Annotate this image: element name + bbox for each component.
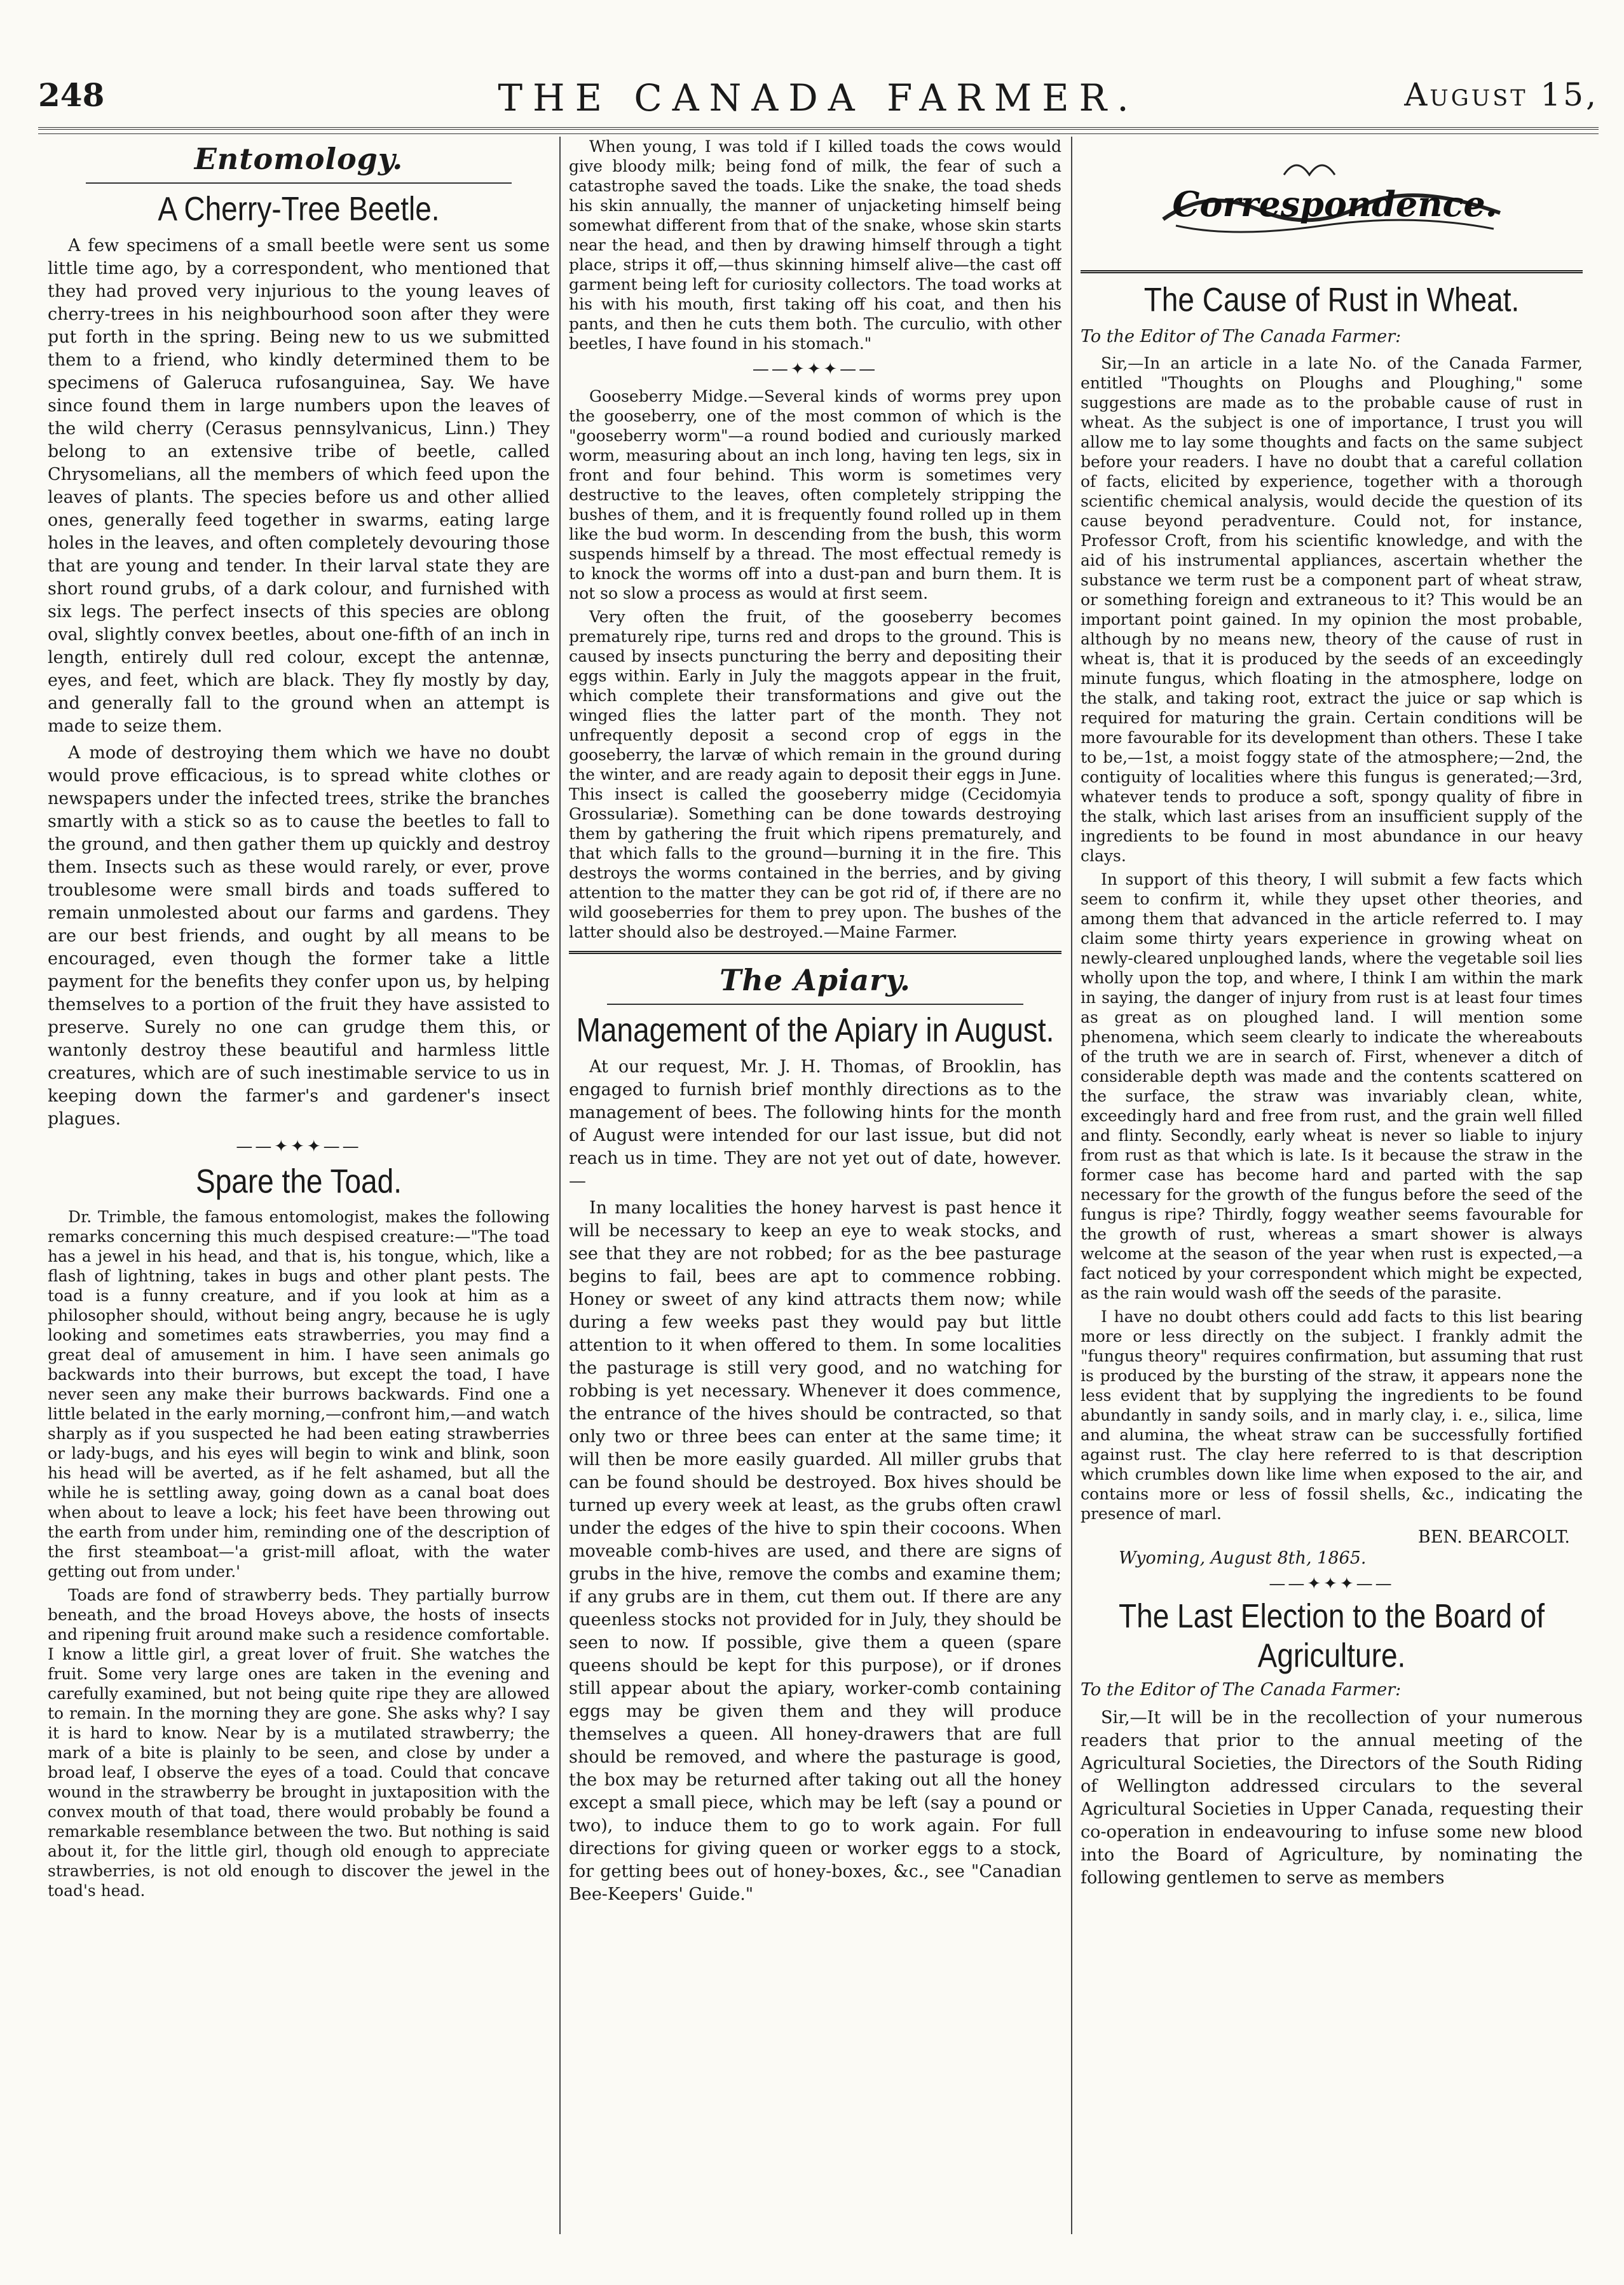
correspondence-banner <box>1081 149 1583 245</box>
article-paragraph: At our request, Mr. J. H. Thomas, of Brooklin, has engaged to furnish brief monthly directions as to the management of bees. The following hints for the month of August were intended for our last issue, but did not reach us in time. They are not yet out of date, however.— <box>569 1057 1061 1191</box>
page-header <box>38 60 1599 124</box>
article-paragraph: Gooseberry Midge.—Several kinds of worms prey upon the gooseberry, one of the most common of which is the "gooseberry worm"—a round bodied and curiously marked worm, measuring about an inch long, having ten legs, six in front and four behind. This worm is sometimes very destructive to the leaves, often completely stripping the bushes of them, and it is frequently found rolled up in them like the bud worm. In descending from the bush, this worm suspends himself by a thread. The most effectual remedy is to knock the worms off into a dust-pan and burn them. It is not so slow a process as would at first seem. <box>569 387 1061 603</box>
article-title: Spare the Toad. <box>196 1162 402 1200</box>
article-paragraph: A few specimens of a small beetle were sent us some little time ago, by a correspondent, who mentioned that they had proved very injurious to the young leaves of cherry-trees in his neighbourhood soon after they were put forth in the spring. Being new to us we submitted them to a friend, who kindly determined them to be specimens of Galeruca rufosanguinea, Say. We have since found them in large numbers upon the leaves of the wild cherry (Cerasus pennsylvanicus, Linn.) They belong to an extensive tribe of beetle, called Chrysomelians, all the members of which feed upon the leaves of plants. The species before us and other allied ones, generally feed together in swarms, eating large holes in the leaves, and often completely devouring those that are young and tender. In their larval state they are short round grubs, of a dark colour, and furnished with six legs. The perfect insects of this species are oblong oval, slightly convex beetles, about one-fifth of an inch in length, entirely dull red colour, except the antennæ, eyes, and feet, which are black. They fly mostly by day, and generally fall to the ground when an attempt is made to seize them. <box>48 236 550 736</box>
column-3 <box>1081 137 1583 2241</box>
ornamental-rule: ——✦✦✦—— <box>236 1137 362 1156</box>
section-heading-apiary: The Apiary. <box>720 963 911 997</box>
article-title: A Cherry-Tree Beetle. <box>158 189 440 228</box>
section-heading-correspondence: Correspondence. <box>1172 184 1498 224</box>
article-paragraph: In many localities the honey harvest is past hence it will be necessary to keep an eye to weak stocks, and see that they are not robbed; for as the bee pasturage begins to fail, bees are apt to commence robbing. Honey or sweet of any kind attracts them now; while during a few weeks past they would pay but little attention to it when offered to them. In some localities the pasturage is still very good, and no watching for robbing is yet necessary. Whenever it does commence, the entrance of the hives should be contracted, so that only two or three bees can enter at the same time; it will then be more easily guarded. All miller grubs that can be found should be destroyed. Box hives should be turned up every week at least, as the grubs often crawl under the edges of the hive to spin their cocoons. When moveable comb-hives are used, and there are signs of grubs in the hive, remove the combs and examine them; if any grubs are in them, cut them out. If there are any queenless stocks not provided for in July, they should be seen to now. If possible, give them a queen (spare queens should be kept for this purpose), or if drones still appear about the apiary, worker-comb containing eggs may be given them and they will produce themselves a queen. All honey-drawers that are full should be removed, and where the pasturage is good, the box may be returned after taking out all the honey except a small piece, which may be left (say a pound or two), to induce them to go to work again. For full directions for giving queen or worker eggs to a stock, for getting bees out of honey-boxes, &c., see "Canadian Bee-Keepers' Guide." <box>569 1198 1061 1904</box>
article-paragraph: Very often the fruit, of the gooseberry becomes prematurely ripe, turns red and drops to the ground. This is caused by insects puncturing the berry and depositing their eggs within. Early in July the maggots appear in the fruit, which complete their transformations and give out the winged flies the latter part of the month. They not unfrequently deposit a second crop of eggs in the gooseberry, the larvæ of which remain in the ground during the winter, and are ready again to deposit their eggs in June. This insect is called the gooseberry midge (Cecidomyia Grossulariæ). Something can be done towards destroying them by gathering the fruit which ripens prematurely, and that which falls to the ground—burning it in the fire. This destroys the worms contained in the berries, and by giving attention to the matter they can be got rid of, if there are no wild gooseberries for them to prey upon. The bushes of the latter should also be destroyed.—Maine Farmer. <box>569 608 1061 941</box>
column-1 <box>48 137 550 2241</box>
article-paragraph: Toads are fond of strawberry beds. They partially burrow beneath, and the broad Hoveys above, the hosts of insects and ripening fruit around make such a residence comfortable. I know a little girl, a great lover of fruit. She watches the fruit. Some very large ones are taken in the evening and carefully examined, but not being quite ripe they are allowed to remain. In the morning they are gone. She asks why? I say it is hard to know. Near by is a mutilated strawberry; the mark of a bite is plainly to be seen, and close by under a broad leaf, I observe the eyes of a toad. Could that concave wound in the strawberry be brought in juxtaposition with the convex mouth of that toad, there would probably be found a remarkable resemblance between the two. But nothing is said about it, for the little girl, though old enough to appreciate strawberries, is not old enough to discover the jewel in the toad's head. <box>48 1586 550 1900</box>
column-divider <box>1071 137 1072 2234</box>
article-paragraph: A mode of destroying them which we have no doubt would prove efficacious, is to spread white clothes or newspapers under the infected trees, strike the branches smartly with a stick so as to cause the beetles to fall to the ground, and then gather them up quickly and destroy them. Insects such as these would rarely, or ever, prove troublesome were small birds and toads suffered to remain unmolested about our farms and gardens. They are our best friends, and ought by all means to be encouraged, even though the former take a little payment for the benefits they confer upon us, by helping themselves to a portion of the fruit they have assisted to preserve. Surely no one can grudge them this, or wantonly destroy these beautiful and harmless little creatures, which are of such inestimable service to us in keeping down the farmer's and gardener's insect plagues. <box>48 743 550 1129</box>
rule <box>1081 270 1583 273</box>
header-rule <box>38 127 1599 134</box>
article-title: Management of the Apiary in August. <box>576 1011 1054 1049</box>
rule <box>569 951 1061 954</box>
to-editor-line: To the Editor of The Canada Farmer: <box>1081 1680 1402 1700</box>
article-paragraph: Dr. Trimble, the famous entomologist, makes the following remarks concerning this much despised creature:—"The toad has a jewel in his head, and that is, his tongue, which, like a flash of lightning, takes in bugs and other plant pests. The toad is a funny creature, and if you look at him as a philosopher should, without being angry, because he is ugly looking and sometimes eats strawberries, you may find a great deal of amusement in him. I have seen animals go backwards into their burrows, but except the toad, I have never seen any make their burrows backwards. Find one a little belated in the early morning,—confront him,—and watch sharply as if you suspected he had been eating strawberries or lady-bugs, and his eyes will begin to wink and blink, soon his head will be averted, as if he felt ashamed, but all the while he is settling away, going down as a canal boat does when about to leave a lock; his feet have been throwing out the earth from under him, reminding one of the description of the first steamboat—'a grist-mill afloat, with the water getting out from under.' <box>48 1208 550 1581</box>
letter-signature: BEN. BEARCOLT. <box>1417 1527 1570 1547</box>
article-paragraph: Sir,—In an article in a late No. of the Canada Farmer, entitled "Thoughts on Ploughs and Ploughing," some suggestions are made as to the probable cause of rust in wheat. As the subject is one of importance, I trust you will allow me to lay some thoughts and facts on the same subject before your readers. I have no doubt that a careful collation of facts, elicited by experience, together with a thorough scientific chemical analysis, would decide the question of its cause beyond peradventure. Could not, for instance, Professor Croft, from his scientific knowledge, and with the aid of his instrumental appliances, ascertain whether the substance we term rust be a component part of wheat straw, or something foreign and extraneous to it? This would be an important point gained. In my opinion the most probable, although by no means new, theory of the cause of rust in wheat is, that it is produced by the seeds of an exceedingly minute fungus, which floating in the atmosphere, lodge on the stalk, and taking root, extract the juice or sap which is required for maturing the grain. Certain conditions will be more favourable for its development than others. These I take to be,—1st, a moist foggy state of the atmosphere;—2nd, the contiguity of localities where this fungus is generated;—3rd, whatever tends to produce a soft, spongy quality of fibre in the stalk, which last arises from an insufficient supply of the ingredients to be found in most abundance in our heavy clays. <box>1081 354 1583 865</box>
ornamental-rule: ——✦✦✦—— <box>752 360 878 379</box>
column-2 <box>569 137 1061 2241</box>
rule <box>86 182 512 184</box>
to-editor-line: To the Editor of The Canada Farmer: <box>1081 327 1402 346</box>
letter-dateline: Wyoming, August 8th, 1865. <box>1119 1548 1367 1568</box>
page-number: 248 <box>38 76 105 114</box>
ornamental-rule: ——✦✦✦—— <box>1269 1574 1395 1593</box>
article-title: The Last Election to the Board of Agriculture. <box>1119 1597 1545 1674</box>
article-paragraph: Sir,—It will be in the recollection of your numerous readers that prior to the annual meeting of the Agricultural Societies, the Directors of the South Riding of Wellington addressed circulars to the several Agricultural Societies in Upper Canada, requesting their co-operation in endeavouring to infuse some new blood into the Board of Agriculture, by nominating the following gentlemen to serve as members <box>1081 1708 1583 1888</box>
article-paragraph: In support of this theory, I will submit a few facts which seem to confirm it, while they upset other theories, and among them that advanced in the article referred to. I may claim some thirty years experience in growing wheat on newly-cleared unploughed lands, where the vegetable soil lies wholly upon the top, and where, I think I am within the mark in saying, the danger of injury from rust is at least four times as great as on ploughed land. I will mention some phenomena, which seem clearly to indicate the whereabouts of the truth we are in search of. First, whenever a ditch of considerable depth was made and the contents scattered on the surface, the straw was invariably clean, white, exceedingly hard and free from rust, and the grain well filled and flinty. Secondly, early wheat is never so liable to injury from rust as that which is late. Is it because the straw in the former case has become hard and parted with the sap necessary for the growth of the fungus before the seed of the fungus is ripe? Thirdly, foggy weather seems favourable for the growth of rust, whereas a smart shower is always welcome at the season of the year when rust is expected,—a fact noticed by your correspondent which might be expected, as the rain would wash off the seeds of the parasite. <box>1081 870 1583 1302</box>
rule <box>607 1004 1023 1005</box>
section-heading-entomology: Entomology. <box>194 142 404 176</box>
article-paragraph: I have no doubt others could add facts to this list bearing more or less directly on the subject. I frankly admit the "fungus theory" requires confirmation, but assuming that rust is produced by the bursting of the straw, it appears none the less evident that by supplying the ingredients to be found abundantly in sandy soils, and in marly clay, i. e., silica, lime and alumina, the wheat straw can be successfully fortified against rust. The clay here referred to is that description which crumbles down like lime when exposed to the air, and contains more or less of fossil shells, &c., indicating the presence of marl. <box>1081 1307 1583 1523</box>
issue-date: August 15, <box>1404 76 1599 113</box>
article-title: The Cause of Rust in Wheat. <box>1143 280 1520 318</box>
article-paragraph: When young, I was told if I killed toads the cows would give bloody milk; being fond of milk, the fear of such a catastrophe saved the toads. Like the snake, the toad sheds his skin annually, the manner of unjacketing himself being somewhat different from that of the snake, whose skin starts near the head, and then by drawing himself through a tight place, strips it off,—thus skinning himself alive—the cast off garment being left for curiosity collectors. The toad works at his with his mouth, first taking off his coat, and then his pants, and then he cuts them both. The curculio, with other beetles, I have found in his stomach." <box>569 137 1061 353</box>
masthead-title: THE CANADA FARMER. <box>498 76 1139 119</box>
correspondence-ornament-icon <box>1157 149 1513 245</box>
column-divider <box>559 137 561 2234</box>
